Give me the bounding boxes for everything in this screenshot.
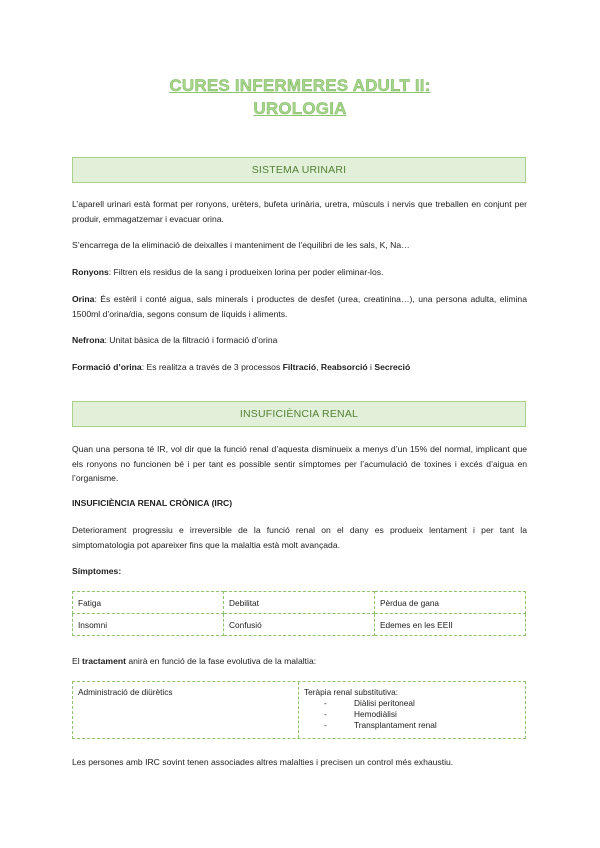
subheading-irc [72, 496, 527, 511]
treatment-trs-list [304, 698, 520, 731]
paragraph-aparell-urinari: L’aparell urinari està format per ronyons, urèters, bufeta urinària, uretra, músculs i nervis que treballen en conjunt per produir, emmagatzemar i evacuar orina. [72, 199, 527, 224]
list-item-text: Hemodiàlisi [354, 709, 397, 719]
bullet-dash: - [324, 698, 327, 708]
text-ronyons: : Filtren els residus de la sang i produeixen lorina per poder eliminar-los. [108, 267, 384, 277]
process-secrecio: Secreció [374, 362, 411, 372]
paragraph-ir-intro: Quan una persona té IR, vol dir que la funció renal d’aquesta disminueix a menys d’un 15% del normal, implicant que els ronyons no funcionen bé i per tant es possible sentir símptomes per l’acumulació de toxines i excés d’aigua en l’organisme. [72, 444, 527, 483]
bullet-dash: - [324, 720, 327, 730]
simptomes-label-text: Símptomes: [72, 566, 122, 576]
treatment-table [72, 681, 526, 739]
term-nefrona: Nefrona [72, 335, 105, 345]
text-formacio: : Es realitza a través de 3 processos [141, 362, 283, 372]
list-item [304, 698, 520, 709]
table-cell: Debilitat [224, 592, 375, 614]
list-item [304, 709, 520, 720]
paragraph-irc: Deteriorament progressiu e irreversible de la funció renal on el dany es produeix lentament i per tant la simptomatologia pot apareixer fins que la malaltia està molt avançada. [72, 525, 527, 550]
title-line-1: CURES INFERMERES ADULT II: [169, 76, 431, 95]
treatment-diuretics-text: Administració de diürètics [78, 687, 173, 697]
paragraph-closing: Les persones amb IRC sovint tenen associades altres malalties i precisen un control més exhaustiu. [72, 757, 454, 767]
table-row [73, 614, 526, 636]
process-filtracio: Filtració [282, 362, 317, 372]
bullet-dash: - [324, 709, 327, 719]
paragraph-ronyons [72, 265, 527, 280]
treatment-cell-diuretics [73, 682, 299, 738]
table-cell: Fatiga [73, 592, 224, 614]
paragraph-formacio-orina [72, 360, 527, 375]
list-item-text: Transplantament renal [354, 720, 437, 730]
list-item-text: Diàlisi peritoneal [354, 698, 415, 708]
term-tractament: tractament [82, 656, 126, 666]
list-item [304, 720, 520, 731]
label-simptomes [72, 564, 527, 579]
term-ronyons: Ronyons [72, 267, 109, 277]
tractament-post: anirà en funció de la fase evolutiva de la malaltia: [125, 656, 317, 666]
treatment-cell-trs [299, 682, 525, 738]
text-orina: : És estèril i conté aigua, sals minerals i productes de desfet (urea, creatinina…), una persona adulta, elimina 1500ml d’orina/dia, segons consum de líquids i aliments. [72, 294, 527, 319]
paragraph-nefrona [72, 333, 527, 348]
text-nefrona: : Unitat bàsica de la filtració i formació d’orina [104, 335, 278, 345]
table-cell: Confusió [224, 614, 375, 636]
tractament-pre: El [72, 656, 83, 666]
section-heading-sistema-urinari: SISTEMA URINARI [72, 157, 526, 183]
document-title [0, 74, 600, 120]
section-heading-insuficiencia-renal: INSUFICIÈNCIA RENAL [72, 401, 526, 427]
irc-heading-text: INSUFICIÈNCIA RENAL CRÒNICA (IRC) [72, 498, 233, 508]
table-cell: Insomni [73, 614, 224, 636]
term-orina: Orina [72, 294, 95, 304]
term-formacio: Formació d’orina [72, 362, 142, 372]
separator: i [367, 362, 375, 372]
treatment-trs-title: Teràpia renal substitutiva: [304, 687, 399, 697]
paragraph-tractament [72, 654, 527, 669]
symptoms-table [72, 591, 526, 636]
table-cell: Pèrdua de gana [375, 592, 526, 614]
table-cell: Edemes en les EEII [375, 614, 526, 636]
separator: , [316, 362, 321, 372]
paragraph-funcio: S’encarrega de la eliminació de deixalles i manteniment de l’equilibri de les sals, K, Na… [72, 240, 410, 250]
title-line-2: UROLOGIA [253, 99, 347, 118]
process-reabsorcio: Reabsorció [320, 362, 368, 372]
paragraph-orina [72, 292, 527, 321]
table-row [73, 592, 526, 614]
